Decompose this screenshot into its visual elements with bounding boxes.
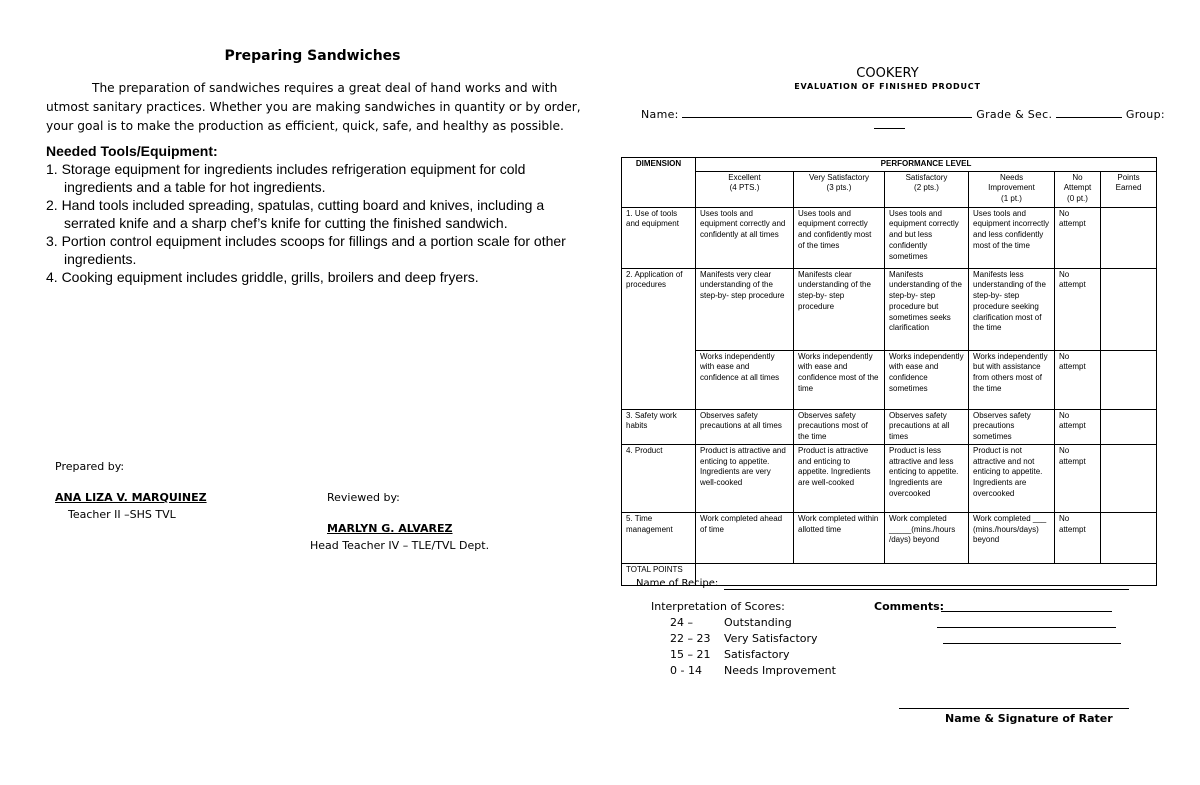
name-field[interactable] bbox=[682, 106, 972, 118]
performance-header: PERFORMANCE LEVEL bbox=[696, 158, 1157, 172]
reviewed-by-label: Reviewed by: bbox=[327, 491, 400, 504]
criteria-cell: No attempt bbox=[1055, 444, 1101, 512]
criteria-cell: No attempt bbox=[1055, 207, 1101, 268]
criteria-cell: Works independently with ease and confidence at all times bbox=[696, 350, 794, 409]
criteria-cell: Uses tools and equipment correctly and but less confidently sometimes bbox=[885, 207, 969, 268]
score-label: Satisfactory bbox=[724, 648, 790, 661]
dimension-cell: 4. Product bbox=[622, 444, 696, 512]
criteria-cell: Manifests understanding of the step-by- step procedure but sometimes seeks clarification bbox=[885, 268, 969, 350]
criteria-cell: Uses tools and equipment correctly and confidently most of the times bbox=[794, 207, 885, 268]
comments-line[interactable] bbox=[941, 611, 1112, 612]
score-range: 24 – bbox=[670, 616, 693, 629]
interpretation-title: Interpretation of Scores: bbox=[651, 600, 785, 613]
criteria-cell: Works independently but with assistance from others most of the time bbox=[969, 350, 1055, 409]
criteria-cell: Observes safety precautions sometimes bbox=[969, 409, 1055, 444]
dimension-cell: 1. Use of tools and equipment bbox=[622, 207, 696, 268]
intro-paragraph: The preparation of sandwiches requires a great deal of hand works and with utmost sanitary practices. Whether you are making sandwiches in quantity or by order, your goal is to make the production as efficient, quick, safe, and healthy as possible. bbox=[46, 81, 581, 133]
total-points-label: TOTAL POINTS bbox=[622, 563, 696, 585]
points-earned-cell[interactable] bbox=[1101, 268, 1157, 350]
rubric-subtitle: EVALUATION OF FINISHED PRODUCT bbox=[794, 82, 981, 91]
criteria-cell: Works independently with ease and confidence most of the time bbox=[794, 350, 885, 409]
criteria-cell: Uses tools and equipment correctly and confidently at all times bbox=[696, 207, 794, 268]
points-earned-cell[interactable] bbox=[1101, 409, 1157, 444]
criteria-cell: Work completed _____(mins./hours /days) beyond bbox=[885, 512, 969, 563]
criteria-cell: Manifests clear understanding of the step-by- step procedure bbox=[794, 268, 885, 350]
name-label: Name: bbox=[641, 108, 679, 121]
preparer-role: Teacher II –SHS TVL bbox=[68, 508, 176, 521]
handout-title: Preparing Sandwiches bbox=[224, 48, 401, 64]
score-label: Outstanding bbox=[724, 616, 792, 629]
criteria-cell: Uses tools and equipment incorrectly and less confidently most of the time bbox=[969, 207, 1055, 268]
criteria-cell: Observes safety precautions at all times bbox=[885, 409, 969, 444]
criteria-cell: Product is attractive and enticing to appetite. Ingredients are very well-cooked bbox=[696, 444, 794, 512]
criteria-cell: No attempt bbox=[1055, 268, 1101, 350]
score-label: Needs Improvement bbox=[724, 664, 836, 677]
total-points-cell[interactable] bbox=[696, 563, 1157, 585]
points-earned-cell[interactable] bbox=[1101, 350, 1157, 409]
subject-title: COOKERY bbox=[856, 66, 919, 81]
score-range: 15 – 21 bbox=[670, 648, 711, 661]
group-label: Group: bbox=[1125, 108, 1165, 121]
reviewer-role: Head Teacher IV – TLE/TVL Dept. bbox=[310, 539, 490, 552]
score-range: 22 – 23 bbox=[670, 632, 711, 645]
dimension-header: DIMENSION bbox=[622, 158, 696, 208]
score-label: Very Satisfactory bbox=[724, 632, 818, 645]
recipe-label: Name of Recipe: bbox=[636, 578, 719, 589]
score-range: 0 - 14 bbox=[670, 664, 702, 677]
level-header: Very Satisfactory (3 pts.) bbox=[794, 171, 885, 207]
criteria-cell: Product is not attractive and not enticing to appetite. Ingredients are overcooked bbox=[969, 444, 1055, 512]
group-field[interactable] bbox=[874, 128, 905, 129]
criteria-cell: Work completed ___ (mins./hours/days) beyond bbox=[969, 512, 1055, 563]
points-earned-cell[interactable] bbox=[1101, 207, 1157, 268]
grade-field[interactable] bbox=[1056, 106, 1122, 118]
criteria-cell: Observes safety precautions at all times bbox=[696, 409, 794, 444]
dimension-cell: 2. Application of procedures bbox=[622, 268, 696, 409]
tools-list bbox=[46, 160, 591, 286]
preparer-name: ANA LIZA V. MARQUINEZ bbox=[55, 491, 207, 504]
recipe-field[interactable] bbox=[724, 589, 1129, 590]
tool-item: 2. Hand tools included spreading, spatulas, cutting board and knives, including a serrated knife and a sharp chef’s knife for cutting the finished sandwich. bbox=[46, 197, 545, 231]
tool-item: 1. Storage equipment for ingredients includes refrigeration equipment for cold ingredients and a table for hot ingredients. bbox=[46, 161, 526, 195]
reviewer-name: MARLYN G. ALVAREZ bbox=[327, 522, 453, 535]
comments-label: Comments: bbox=[874, 600, 945, 613]
criteria-cell: Works independently with ease and confidence sometimes bbox=[885, 350, 969, 409]
level-header: Excellent (4 PTS.) bbox=[696, 171, 794, 207]
points-earned-cell[interactable] bbox=[1101, 444, 1157, 512]
grade-label: Grade & Sec. bbox=[976, 108, 1053, 121]
criteria-cell: Manifests very clear understanding of the step-by- step procedure bbox=[696, 268, 794, 350]
prepared-by-label: Prepared by: bbox=[55, 460, 125, 473]
comments-line[interactable] bbox=[937, 627, 1116, 628]
criteria-cell: Product is less attractive and less enticing to appetite. Ingredients are overcooked bbox=[885, 444, 969, 512]
tools-heading: Needed Tools/Equipment: bbox=[46, 143, 218, 159]
criteria-cell: No attempt bbox=[1055, 512, 1101, 563]
criteria-cell: Product is attractive and enticing to appetite. Ingredients are well-cooked bbox=[794, 444, 885, 512]
points-earned-cell[interactable] bbox=[1101, 512, 1157, 563]
level-header: Satisfactory (2 pts.) bbox=[885, 171, 969, 207]
tool-item: 4. Cooking equipment includes griddle, grills, broilers and deep fryers. bbox=[46, 269, 479, 285]
level-header: Needs Improvement (1 pt.) bbox=[969, 171, 1055, 207]
criteria-cell: Observes safety precautions most of the time bbox=[794, 409, 885, 444]
student-info-row bbox=[641, 106, 1165, 121]
criteria-cell: Manifests less understanding of the step-by- step procedure seeking clarification most of the time bbox=[969, 268, 1055, 350]
tool-item: 3. Portion control equipment includes scoops for fillings and a portion scale for other ingredients. bbox=[46, 233, 566, 267]
criteria-cell: Work completed within allotted time bbox=[794, 512, 885, 563]
dimension-cell: 5. Time management bbox=[622, 512, 696, 563]
level-header: No Attempt (0 pt.) bbox=[1055, 171, 1101, 207]
rater-signature-line[interactable] bbox=[899, 708, 1129, 709]
criteria-cell: No attempt bbox=[1055, 350, 1101, 409]
dimension-cell: 3. Safety work habits bbox=[622, 409, 696, 444]
level-header: Points Earned bbox=[1101, 171, 1157, 207]
comments-line[interactable] bbox=[943, 643, 1121, 644]
rubric-table bbox=[621, 157, 1157, 586]
criteria-cell: Work completed ahead of time bbox=[696, 512, 794, 563]
rater-label: Name & Signature of Rater bbox=[945, 712, 1113, 725]
criteria-cell: No attempt bbox=[1055, 409, 1101, 444]
